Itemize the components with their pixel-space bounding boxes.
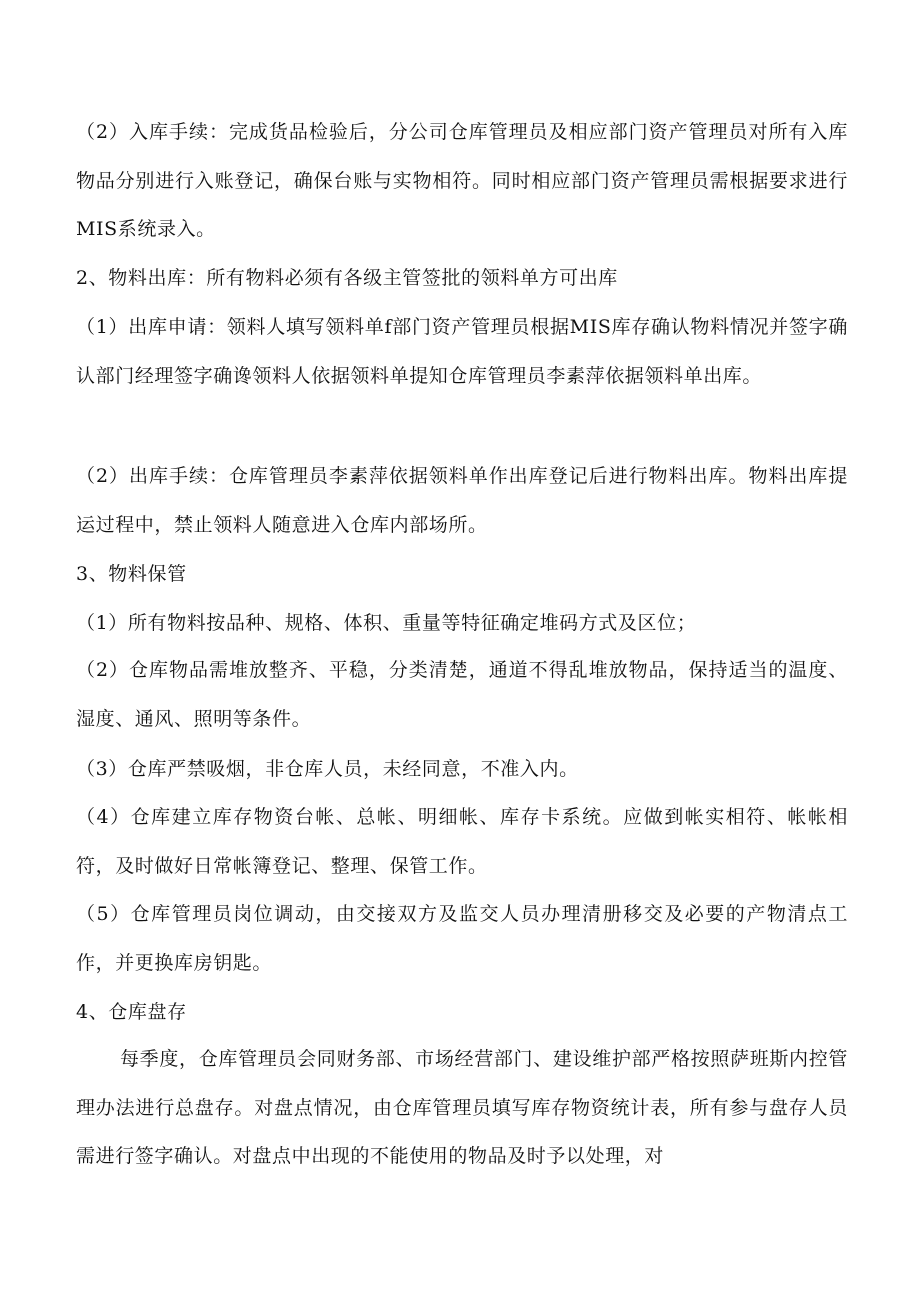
paragraph-outbound-request: （1）出库申请：领料人填写领料单f部门资产管理员根据MIS库存确认物料情况并签字确认部门经理签字确谗领料人依据领料单提知仓库管理员李素萍依据领料单出库。 — [76, 316, 848, 387]
heading-warehouse-inventory: 4、仓库盘存 — [76, 1001, 187, 1023]
paragraph-outbound-procedure: （2）出库手续：仓库管理员李素萍依据领料单作出库登记后进行物料出库。物料出库提运过程中，禁止领料人随意进入仓库内部场所。 — [76, 465, 848, 536]
paragraph-storage-item-5: （5）仓库管理员岗位调动，由交接双方及监交人员办理清册移交及必要的产物清点工作，并更换库房钥匙。 — [76, 903, 848, 974]
paragraph-storage-item-2: （2）仓库物品需堆放整齐、平稳，分类清楚，通道不得乱堆放物品，保持适当的温度、湿度、通风、照明等条件。 — [76, 659, 848, 730]
paragraph-storage-item-1: （1）所有物料按品种、规格、体积、重量等特征确定堆码方式及区位； — [76, 612, 697, 634]
heading-material-storage: 3、物料保管 — [76, 563, 187, 585]
paragraph-inbound-procedure: （2）入库手续：完成货品检验后，分公司仓库管理员及相应部门资产管理员对所有入库物品分别进行入账登记，确保台账与实物相符。同时相应部门资产管理员需根据要求进行MIS系统录入。 — [76, 121, 848, 240]
paragraph-inventory-body: 每季度，仓库管理员会同财务部、市场经营部门、建设维护部严格按照萨班斯内控管理办法进行总盘存。对盘点情况，由仓库管理员填写库存物资统计表，所有参与盘存人员需进行签字确认。对盘点中出现的不能使用的物品及时予以处理，对 — [76, 1048, 848, 1167]
paragraph-storage-item-3: （3）仓库严禁吸烟，非仓库人员，未经同意，不准入内。 — [76, 758, 579, 780]
heading-material-outbound: 2、物料出库：所有物料必须有各级主管签批的领料单方可出库 — [76, 267, 618, 289]
paragraph-storage-item-4: （4）仓库建立库存物资台帐、总帐、明细帐、库存卡系统。应做到帐实相符、帐帐相符，及时做好日常帐簿登记、整理、保管工作。 — [76, 806, 848, 877]
